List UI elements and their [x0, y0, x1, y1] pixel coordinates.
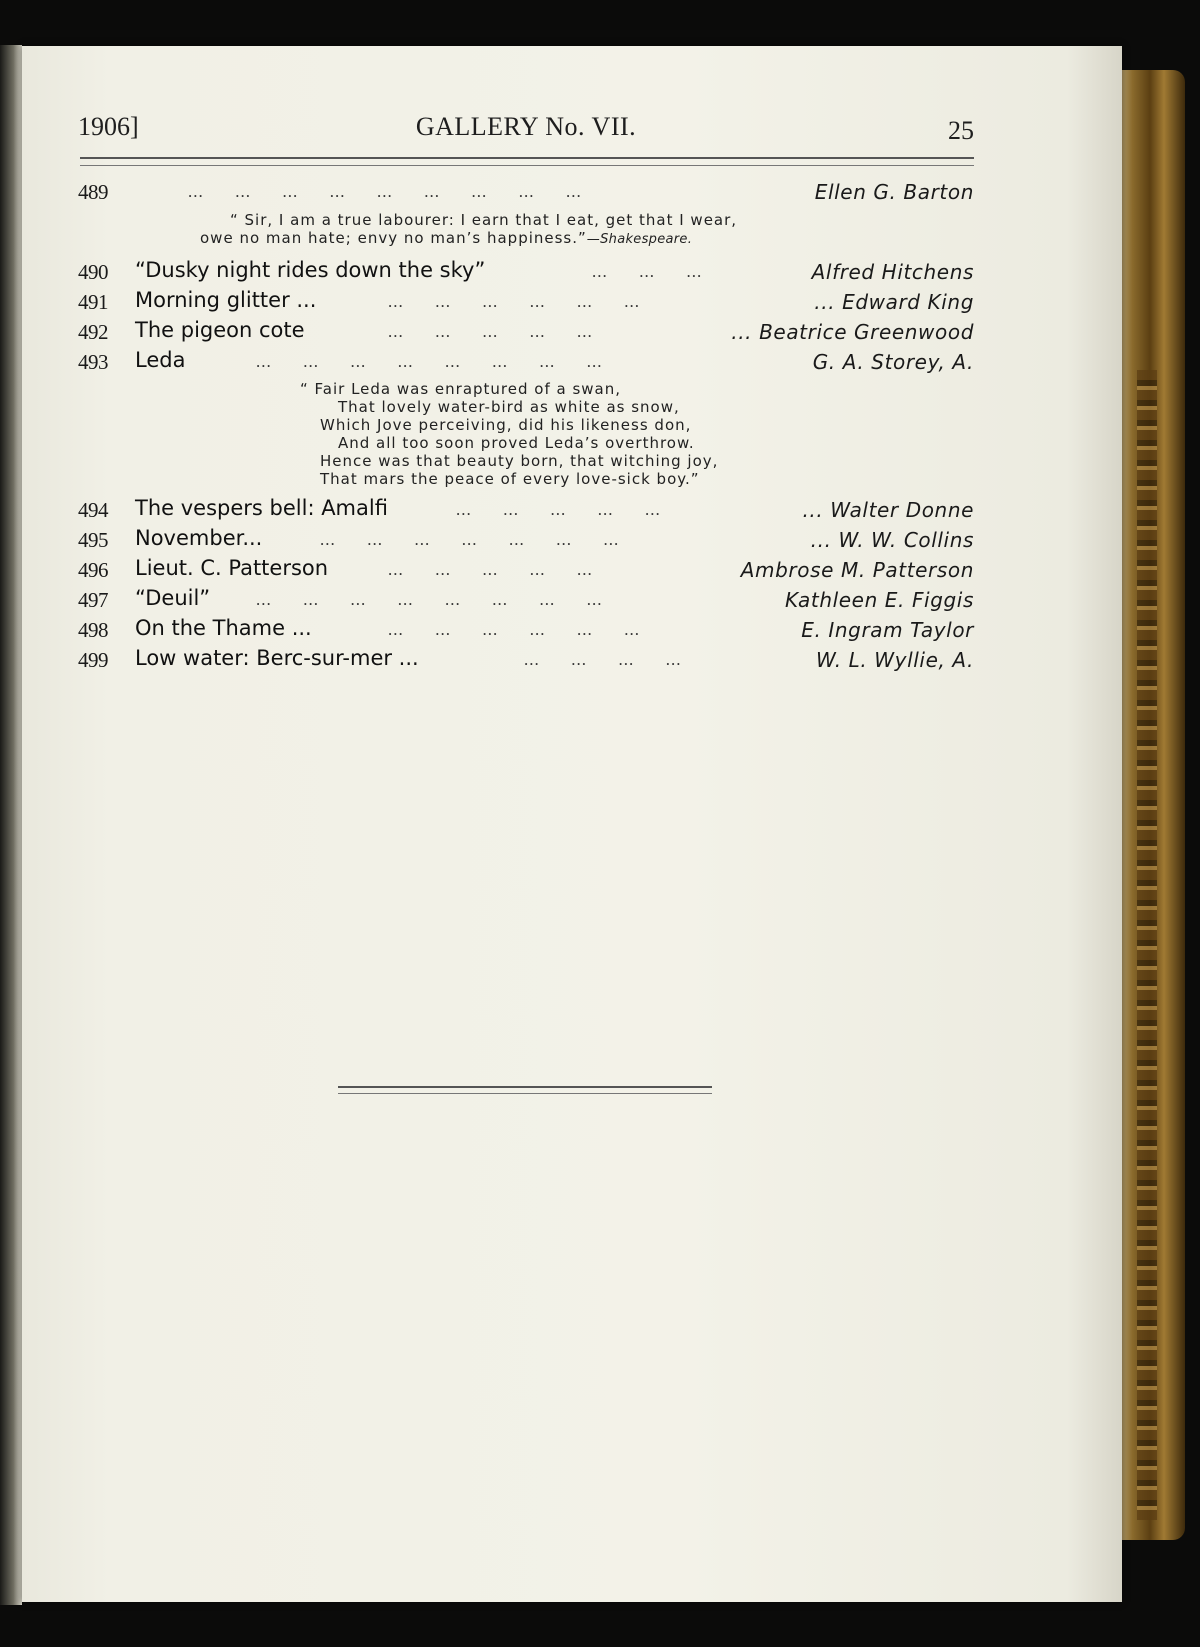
leader-dots: ... ... ... ... ... [388, 560, 593, 579]
poem-line: “ Fair Leda was enraptured of a swan, [300, 380, 622, 398]
entry-number: 492 [78, 320, 108, 344]
entry-artist: G. A. Storey, A. [812, 350, 974, 374]
entry-artist: Ambrose M. Patterson [740, 558, 974, 582]
leader-dots: ... ... ... ... ... ... ... ... [256, 590, 603, 609]
entry-number: 494 [78, 498, 108, 522]
entry-number: 491 [78, 290, 108, 314]
catalogue-entry [78, 178, 974, 208]
entry-number: 493 [78, 350, 108, 374]
entry-title: November... [135, 526, 263, 550]
entry-title: Leda [135, 348, 186, 372]
page-number: 25 [948, 116, 974, 145]
entry-artist: ... Beatrice Greenwood [731, 320, 974, 344]
quote-line: owe no man hate; envy no man’s happiness.”—Shakespeare. [200, 229, 693, 247]
entry-artist: ... W. W. Collins [810, 528, 974, 552]
show-through-texture [322, 736, 942, 1116]
poem-493 [300, 380, 780, 488]
catalogue-entry [78, 526, 974, 556]
entry-artist: Ellen G. Barton [814, 180, 974, 204]
book-left-edge [0, 45, 22, 1605]
poem-line: And all too soon proved Leda’s overthrow. [338, 434, 695, 452]
entry-artist: Kathleen E. Figgis [785, 588, 974, 612]
catalogue-entry [78, 496, 974, 526]
entry-artist: W. L. Wyllie, A. [815, 648, 974, 672]
entry-number: 498 [78, 618, 108, 642]
entry-title: The pigeon cote [135, 318, 305, 342]
entry-title: On the Thame ... [135, 616, 312, 640]
catalogue-entry [78, 348, 974, 378]
catalogue-entry [78, 258, 974, 288]
catalogue-entry [78, 556, 974, 586]
entry-title: “Dusky night rides down the sky” [135, 258, 486, 282]
page-header [78, 112, 974, 146]
catalogue-entry [78, 616, 974, 646]
leader-dots: ... ... ... ... ... ... [388, 292, 640, 311]
entry-number: 499 [78, 648, 108, 672]
catalogue-entry [78, 586, 974, 616]
entry-title: Low water: Berc-sur-mer ... [135, 646, 419, 670]
leader-dots: ... ... ... ... ... ... ... ... ... [188, 182, 582, 201]
leader-dots: ... ... ... ... ... ... ... [320, 530, 620, 549]
entry-number: 497 [78, 588, 108, 612]
leader-dots: ... ... ... ... ... [388, 322, 593, 341]
entry-title: The vespers bell: Amalfi [135, 496, 388, 520]
entry-number: 496 [78, 558, 108, 582]
entry-number: 489 [78, 180, 108, 204]
leader-dots: ... ... ... ... [524, 650, 682, 669]
leader-dots: ... ... ... ... ... [456, 500, 661, 519]
entry-artist: ... Edward King [814, 290, 974, 314]
poem-line: Which Jove perceiving, did his likeness don, [320, 416, 692, 434]
entry-number: 495 [78, 528, 108, 552]
catalogue-entry [78, 646, 974, 676]
poem-line: Hence was that beauty born, that witching joy, [320, 452, 719, 470]
entry-title: “Deuil” [135, 586, 211, 610]
catalogue-entry [78, 318, 974, 348]
poem-line: That lovely water-bird as white as snow, [338, 398, 680, 416]
entry-title: Lieut. C. Patterson [135, 556, 329, 580]
catalogue-entry [78, 288, 974, 318]
end-rule [338, 1086, 712, 1094]
leader-dots: ... ... ... ... ... ... ... ... [256, 352, 603, 371]
entry-artist: ... Walter Donne [802, 498, 974, 522]
header-gallery-title: GALLERY No. VII. [415, 112, 637, 141]
entry-artist: E. Ingram Taylor [801, 618, 974, 642]
leader-dots: ... ... ... ... ... ... [388, 620, 640, 639]
entry-number: 490 [78, 260, 108, 284]
entry-title: Morning glitter ... [135, 288, 317, 312]
header-year: 1906] [78, 112, 139, 141]
entry-artist: Alfred Hitchens [811, 260, 974, 284]
leader-dots: ... ... ... [592, 262, 703, 281]
quote-source: —Shakespeare. [586, 232, 693, 247]
quote-line: “ Sir, I am a true labourer: I earn that I eat, get that I wear, [230, 211, 738, 229]
book-spine [1115, 70, 1185, 1540]
header-rule [80, 157, 974, 166]
quote-489 [200, 211, 840, 249]
poem-line: That mars the peace of every love-sick boy.” [320, 470, 700, 488]
